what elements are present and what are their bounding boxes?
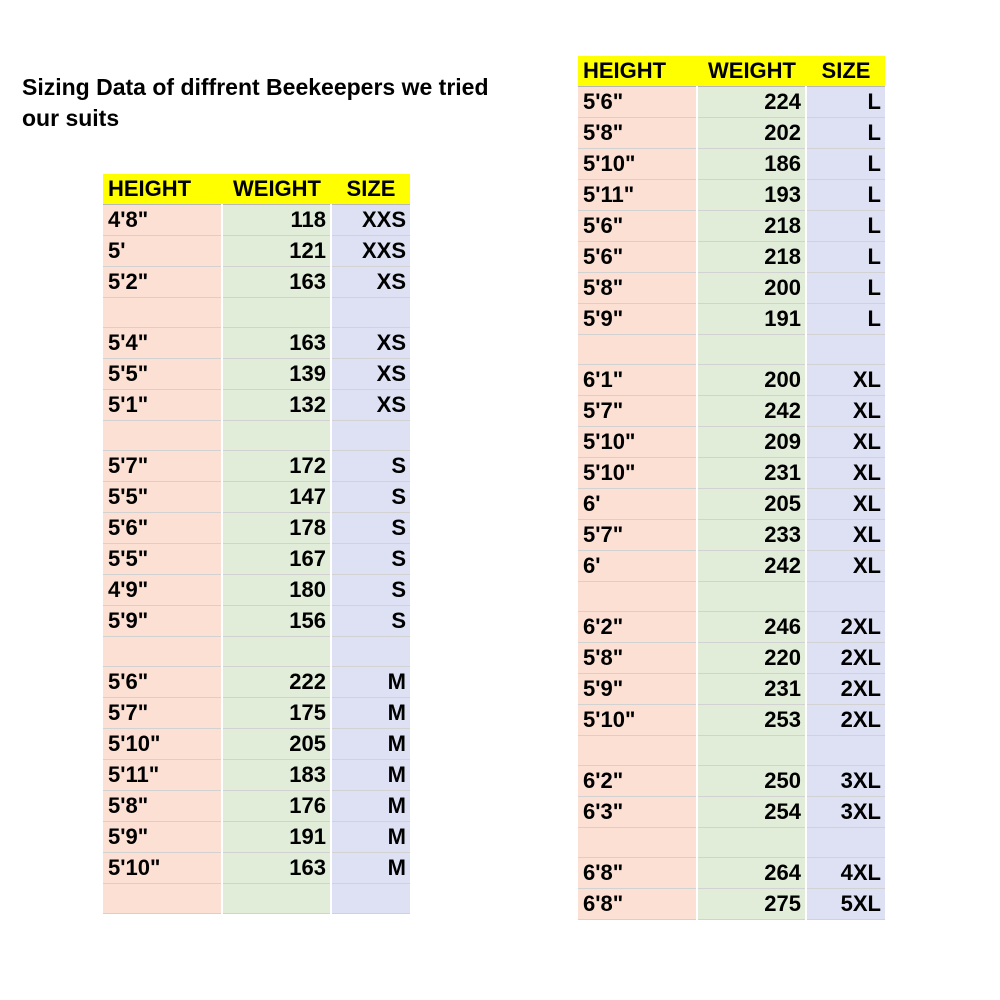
weight-cell: 253 (697, 705, 806, 736)
table-row (103, 760, 410, 791)
weight-cell (697, 335, 806, 365)
size-cell: L (806, 304, 885, 335)
table-row (578, 643, 885, 674)
weight-cell: 254 (697, 797, 806, 828)
table-row (103, 575, 410, 606)
weight-cell: 163 (222, 328, 331, 359)
size-cell: XL (806, 458, 885, 489)
size-cell: S (331, 482, 410, 513)
height-cell (578, 582, 697, 612)
table-row (578, 87, 885, 118)
height-cell: 4'8" (103, 205, 222, 236)
size-cell: 4XL (806, 858, 885, 889)
height-cell: 5'8" (578, 273, 697, 304)
weight-cell (222, 884, 331, 914)
table-row (578, 180, 885, 211)
weight-cell: 147 (222, 482, 331, 513)
weight-cell: 139 (222, 359, 331, 390)
weight-cell: 118 (222, 205, 331, 236)
weight-cell: 172 (222, 451, 331, 482)
size-cell: M (331, 791, 410, 822)
weight-cell: 250 (697, 766, 806, 797)
size-cell: XS (331, 390, 410, 421)
table-row (578, 736, 885, 766)
height-cell (103, 421, 222, 451)
height-cell: 5'8" (103, 791, 222, 822)
height-cell: 6'2" (578, 612, 697, 643)
weight-column-header: WEIGHT (222, 174, 331, 205)
weight-cell: 209 (697, 427, 806, 458)
height-cell (578, 335, 697, 365)
table-row (578, 797, 885, 828)
size-cell: L (806, 273, 885, 304)
size-cell: S (331, 513, 410, 544)
table-row (103, 451, 410, 482)
table-body (103, 205, 410, 914)
height-cell: 5'6" (578, 211, 697, 242)
weight-cell: 220 (697, 643, 806, 674)
height-cell (103, 884, 222, 914)
table-row (578, 396, 885, 427)
height-cell: 5'11" (578, 180, 697, 211)
sizing-table-right (578, 56, 885, 920)
table-row (103, 236, 410, 267)
height-cell: 5'6" (578, 87, 697, 118)
size-cell: L (806, 87, 885, 118)
size-cell: XL (806, 396, 885, 427)
weight-cell: 205 (222, 729, 331, 760)
weight-cell: 275 (697, 889, 806, 920)
table-row (578, 118, 885, 149)
weight-cell (697, 582, 806, 612)
height-cell: 5'6" (578, 242, 697, 273)
size-cell (806, 582, 885, 612)
size-cell: M (331, 822, 410, 853)
size-column-header: SIZE (806, 56, 885, 87)
height-column-header: HEIGHT (103, 174, 222, 205)
table-row (578, 889, 885, 920)
height-cell: 5'9" (103, 822, 222, 853)
height-cell: 5'7" (103, 451, 222, 482)
table-row (103, 822, 410, 853)
weight-cell: 132 (222, 390, 331, 421)
height-cell: 5'10" (578, 705, 697, 736)
size-cell: XL (806, 427, 885, 458)
table-row (578, 612, 885, 643)
table-row (578, 242, 885, 273)
size-cell: 2XL (806, 612, 885, 643)
table-row (103, 637, 410, 667)
size-cell: 5XL (806, 889, 885, 920)
weight-cell: 163 (222, 267, 331, 298)
weight-cell: 200 (697, 365, 806, 396)
size-cell: XXS (331, 236, 410, 267)
table-row (578, 766, 885, 797)
size-cell: S (331, 544, 410, 575)
weight-cell (697, 828, 806, 858)
size-cell: XS (331, 359, 410, 390)
size-cell: 3XL (806, 766, 885, 797)
size-cell: 2XL (806, 674, 885, 705)
height-cell (103, 298, 222, 328)
table-row (578, 335, 885, 365)
height-cell: 5'5" (103, 482, 222, 513)
table-row (578, 705, 885, 736)
table-row (103, 205, 410, 236)
height-column-header: HEIGHT (578, 56, 697, 87)
height-cell: 5'1" (103, 390, 222, 421)
weight-cell: 242 (697, 551, 806, 582)
size-cell: M (331, 729, 410, 760)
weight-cell: 121 (222, 236, 331, 267)
height-cell: 5'10" (578, 458, 697, 489)
size-cell: 2XL (806, 643, 885, 674)
weight-cell: 178 (222, 513, 331, 544)
table-row (103, 853, 410, 884)
table-row (578, 458, 885, 489)
table-row (103, 390, 410, 421)
weight-cell (222, 421, 331, 451)
size-cell: M (331, 667, 410, 698)
height-cell: 6'2" (578, 766, 697, 797)
table-row (103, 698, 410, 729)
table-row (578, 304, 885, 335)
size-cell: 2XL (806, 705, 885, 736)
size-cell: XL (806, 365, 885, 396)
size-cell (806, 335, 885, 365)
height-cell (103, 637, 222, 667)
height-cell: 5'10" (578, 149, 697, 180)
size-cell: XL (806, 489, 885, 520)
height-cell: 6'3" (578, 797, 697, 828)
weight-cell: 202 (697, 118, 806, 149)
size-cell: XL (806, 551, 885, 582)
weight-cell: 218 (697, 242, 806, 273)
weight-cell: 242 (697, 396, 806, 427)
height-cell: 5'9" (103, 606, 222, 637)
table-row (578, 273, 885, 304)
table-row (103, 544, 410, 575)
size-cell (806, 828, 885, 858)
size-cell (331, 884, 410, 914)
weight-cell (222, 298, 331, 328)
weight-cell: 191 (697, 304, 806, 335)
height-cell: 5'6" (103, 667, 222, 698)
weight-cell: 205 (697, 489, 806, 520)
weight-cell: 163 (222, 853, 331, 884)
height-cell: 5'7" (578, 396, 697, 427)
height-cell: 5'5" (103, 544, 222, 575)
table-row (578, 489, 885, 520)
table-row (103, 606, 410, 637)
height-cell: 6'1" (578, 365, 697, 396)
weight-cell: 218 (697, 211, 806, 242)
size-cell (806, 736, 885, 766)
weight-cell: 200 (697, 273, 806, 304)
table-row (578, 520, 885, 551)
table-body (578, 87, 885, 920)
height-cell: 5'9" (578, 674, 697, 705)
table-row (103, 328, 410, 359)
height-cell: 6'8" (578, 889, 697, 920)
table-row (578, 427, 885, 458)
size-cell (331, 637, 410, 667)
size-column-header: SIZE (331, 174, 410, 205)
height-cell: 5'7" (578, 520, 697, 551)
weight-cell: 176 (222, 791, 331, 822)
size-cell: S (331, 575, 410, 606)
table-header-row (103, 174, 410, 205)
weight-column-header: WEIGHT (697, 56, 806, 87)
table-row (103, 482, 410, 513)
weight-cell: 183 (222, 760, 331, 791)
table-row (578, 674, 885, 705)
table-row (103, 359, 410, 390)
page-title: Sizing Data of diffrent Beekeepers we tried our suits (22, 74, 489, 131)
size-cell: XL (806, 520, 885, 551)
size-cell: 3XL (806, 797, 885, 828)
height-cell: 5'4" (103, 328, 222, 359)
height-cell: 5' (103, 236, 222, 267)
size-cell: M (331, 760, 410, 791)
weight-cell: 222 (222, 667, 331, 698)
weight-cell: 156 (222, 606, 331, 637)
weight-cell (222, 637, 331, 667)
weight-cell: 231 (697, 674, 806, 705)
table-row (103, 421, 410, 451)
size-cell: L (806, 180, 885, 211)
height-cell: 6' (578, 489, 697, 520)
weight-cell: 233 (697, 520, 806, 551)
height-cell: 6'8" (578, 858, 697, 889)
height-cell: 5'8" (578, 118, 697, 149)
size-cell: XS (331, 328, 410, 359)
weight-cell: 186 (697, 149, 806, 180)
table-row (103, 298, 410, 328)
table-row (578, 149, 885, 180)
sizing-table-left (103, 174, 410, 914)
size-cell: L (806, 118, 885, 149)
size-cell: XS (331, 267, 410, 298)
table-row (578, 582, 885, 612)
height-cell: 5'5" (103, 359, 222, 390)
table-row (103, 267, 410, 298)
size-cell: M (331, 698, 410, 729)
height-cell (578, 736, 697, 766)
weight-cell: 175 (222, 698, 331, 729)
height-cell (578, 828, 697, 858)
table-row (578, 211, 885, 242)
height-cell: 5'2" (103, 267, 222, 298)
size-cell: XXS (331, 205, 410, 236)
size-cell: L (806, 242, 885, 273)
height-cell: 6' (578, 551, 697, 582)
height-cell: 5'11" (103, 760, 222, 791)
table-row (578, 551, 885, 582)
weight-cell (697, 736, 806, 766)
size-cell: S (331, 606, 410, 637)
size-cell (331, 298, 410, 328)
table-row (578, 828, 885, 858)
height-cell: 5'10" (578, 427, 697, 458)
size-cell: M (331, 853, 410, 884)
table-row (103, 791, 410, 822)
table-row (103, 513, 410, 544)
height-cell: 5'8" (578, 643, 697, 674)
table-row (103, 884, 410, 914)
weight-cell: 246 (697, 612, 806, 643)
size-cell: S (331, 451, 410, 482)
height-cell: 5'7" (103, 698, 222, 729)
weight-cell: 193 (697, 180, 806, 211)
table-header-row (578, 56, 885, 87)
weight-cell: 224 (697, 87, 806, 118)
size-cell (331, 421, 410, 451)
weight-cell: 231 (697, 458, 806, 489)
weight-cell: 191 (222, 822, 331, 853)
table-row (103, 667, 410, 698)
height-cell: 5'6" (103, 513, 222, 544)
table-row (578, 858, 885, 889)
size-cell: L (806, 211, 885, 242)
table-row (103, 729, 410, 760)
height-cell: 5'10" (103, 853, 222, 884)
weight-cell: 180 (222, 575, 331, 606)
height-cell: 5'10" (103, 729, 222, 760)
size-cell: L (806, 149, 885, 180)
height-cell: 5'9" (578, 304, 697, 335)
table-row (578, 365, 885, 396)
height-cell: 4'9" (103, 575, 222, 606)
weight-cell: 167 (222, 544, 331, 575)
weight-cell: 264 (697, 858, 806, 889)
